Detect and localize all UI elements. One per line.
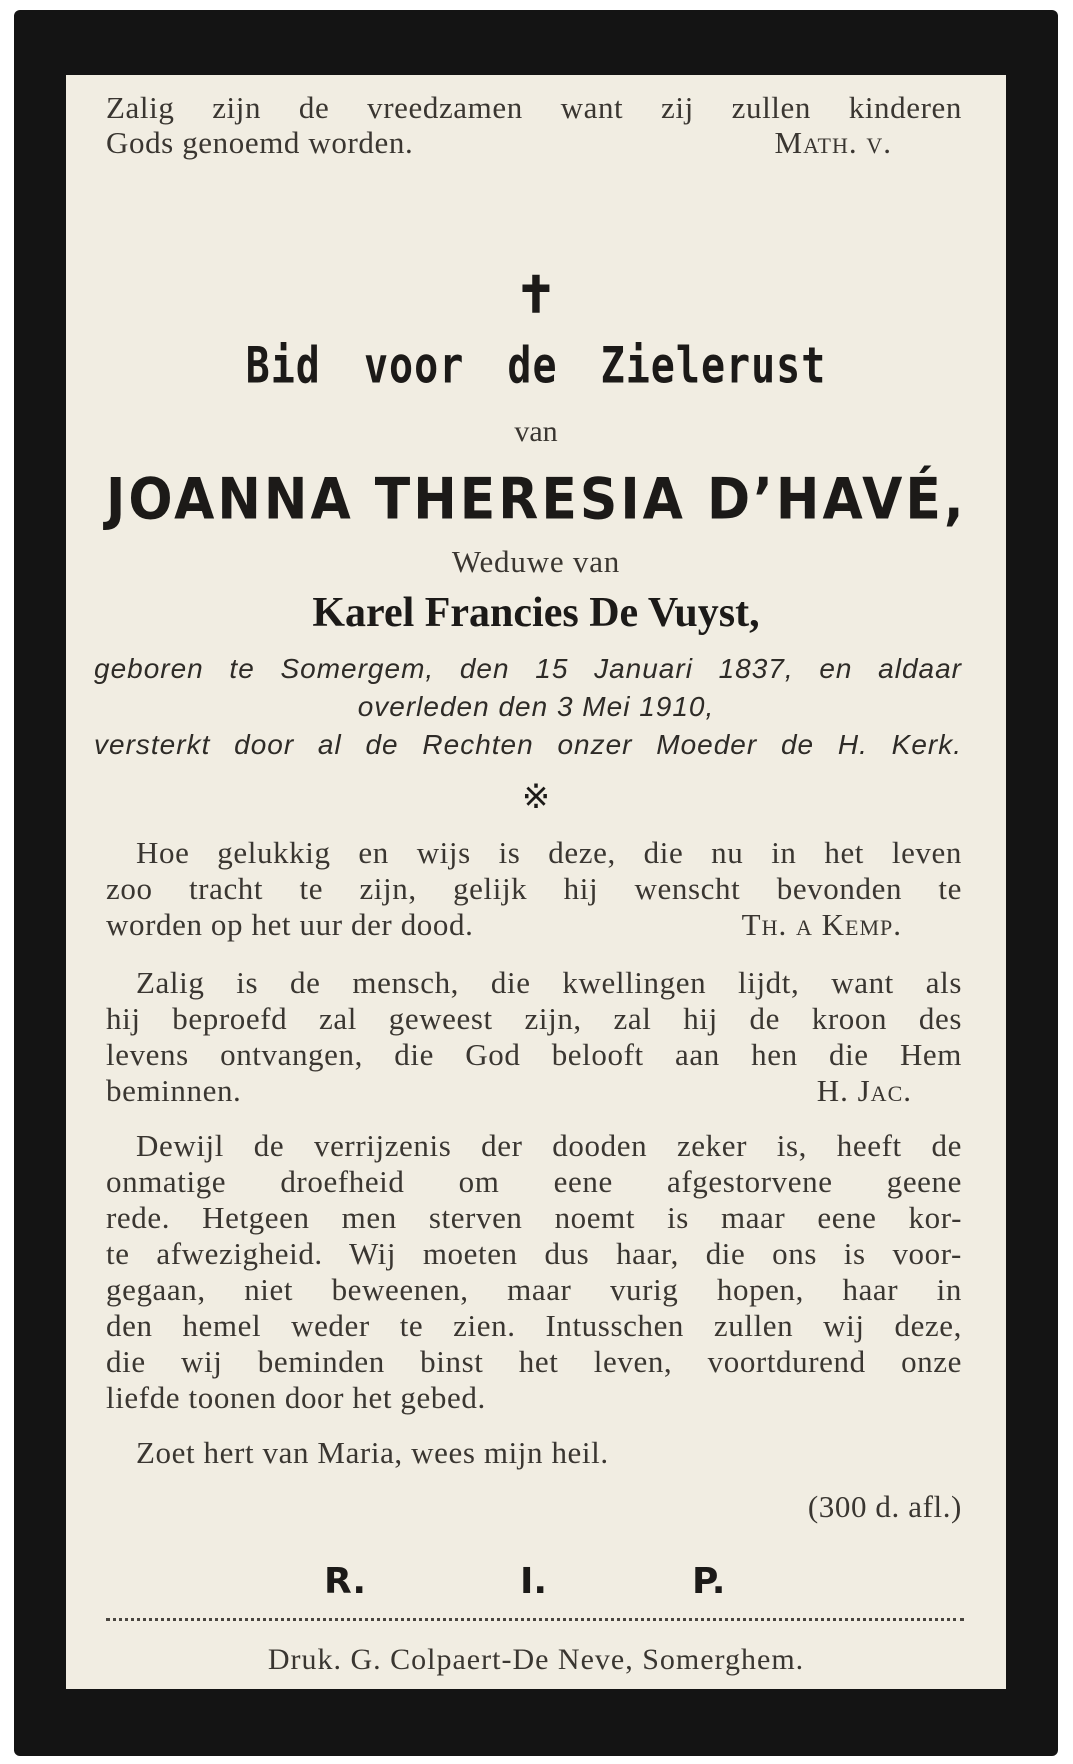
- epigraph-line-2: [106, 125, 962, 161]
- bio-line-3: versterkt door al de Rechten onzer Moeder de H. Kerk.: [94, 729, 962, 760]
- printer-credit: Druk. G. Colpaert-De Neve, Somerghem.: [267, 1643, 805, 1676]
- husband-name: Karel Francies De Vuyst,: [312, 590, 760, 636]
- quote2-source: H. Jac.: [816, 1073, 912, 1108]
- quote3-line-1: Dewijl de verrijzenis der dooden zeker is, heeft de: [136, 1128, 962, 1163]
- quote3-line-7: die wij beminden binst het leven, voortdurend onze: [106, 1344, 962, 1379]
- cross-icon: ✝: [515, 265, 557, 324]
- quote2-line-1: Zalig is de mensch, die kwellingen lijdt, want als: [136, 965, 962, 1000]
- quote2-line-2: hij beproefd zal geweest zijn, zal hij de kroon des: [106, 1001, 962, 1036]
- quote1-text: worden op het uur der dood.: [106, 907, 474, 942]
- quote3-line-5: gegaan, niet beweenen, maar vurig hopen, haar in: [106, 1272, 962, 1307]
- rip-letter-p: P.: [692, 1561, 726, 1602]
- quote3-line-2: onmatige droefheid om eene afgestorvene geene: [106, 1164, 962, 1199]
- quote3-line-4: te afwezigheid. Wij moeten dus haar, die ons is voor-: [106, 1236, 962, 1271]
- widow-label: Weduwe van: [451, 544, 621, 579]
- quote3-line-6: den hemel weder te zien. Intusschen zullen wij deze,: [106, 1308, 962, 1343]
- quote3-line-8: liefde toonen door het gebed.: [106, 1380, 486, 1415]
- final-prayer: Zoet hert van Maria, wees mijn heil.: [136, 1435, 609, 1470]
- quote1-line-3: [106, 907, 962, 943]
- rip-letter-r: R.: [324, 1561, 367, 1602]
- quote1-line-2: zoo tracht te zijn, gelijk hij wenscht bevonden te: [106, 871, 962, 906]
- quote2-text: beminnen.: [106, 1073, 242, 1108]
- rip-letter-i: I.: [520, 1561, 548, 1602]
- mourning-card: [66, 75, 1006, 1689]
- quote2-line-4: [106, 1073, 962, 1109]
- quote3-line-3: rede. Hetgeen men sterven noemt is maar eene kor-: [106, 1200, 962, 1235]
- indulgence-note: (300 d. afl.): [807, 1489, 962, 1524]
- ornament-icon: ※: [521, 777, 551, 817]
- deceased-name: JOANNA THERESIA D’HAVÉ,: [106, 467, 967, 533]
- quote2-line-3: levens ontvangen, die God belooft aan hen die Hem: [106, 1037, 962, 1072]
- epigraph-text: Gods genoemd worden.: [106, 125, 414, 160]
- quote1-source: Th. a Kemp.: [741, 907, 902, 942]
- bio-line-1: geboren te Somergem, den 15 Januari 1837, en aldaar: [94, 653, 962, 684]
- epigraph-line-1: Zalig zijn de vreedzamen want zij zullen kinderen: [106, 90, 962, 125]
- quote1-line-1: Hoe gelukkig en wijs is deze, die nu in het leven: [136, 835, 962, 870]
- prayer-heading: Bid voor de Zielerust: [245, 337, 827, 395]
- bio-line-2: overleden den 3 Mei 1910,: [357, 691, 715, 722]
- van-label: van: [514, 415, 558, 448]
- dotted-divider: [106, 1618, 964, 1621]
- epigraph-source: Math. v.: [774, 125, 892, 160]
